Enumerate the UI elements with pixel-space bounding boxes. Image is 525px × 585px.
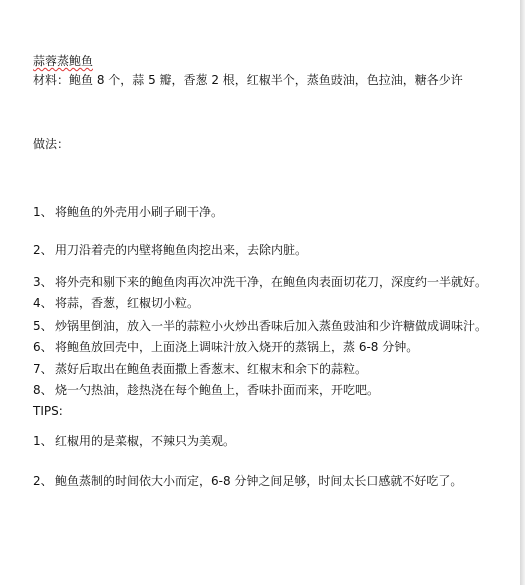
recipe-title: 蒜蓉蒸鲍鱼	[33, 54, 94, 68]
step-number: 5、	[33, 319, 53, 333]
step-number: 3、	[33, 275, 53, 289]
step-text: 蒸好后取出在鲍鱼表面撒上香葱末、红椒末和余下的蒜粒。	[55, 362, 368, 376]
tip-text: 鲍鱼蒸制的时间依大小而定，6-8 分钟之间足够，时间太长口感就不好吃了。	[55, 474, 463, 488]
method-heading: 做法：	[33, 137, 70, 151]
step-number: 4、	[33, 296, 53, 310]
step-number: 1、	[33, 205, 53, 219]
step-3	[33, 275, 487, 290]
step-number: 2、	[33, 243, 53, 257]
tip-number: 1、	[33, 434, 53, 448]
step-text: 烧一勺热油，趁热浇在每个鲍鱼上，香味扑面而来，开吃吧。	[55, 383, 380, 397]
step-text: 炒锅里倒油，放入一半的蒜粒小火炒出香味后加入蒸鱼豉油和少许糖做成调味汁。	[55, 319, 488, 333]
step-number: 7、	[33, 362, 53, 376]
step-number: 8、	[33, 383, 53, 397]
step-text: 将鲍鱼的外壳用小刷子刷干净。	[55, 205, 224, 219]
page-edge-shadow	[520, 0, 525, 585]
step-number: 6、	[33, 340, 53, 354]
step-8	[33, 383, 379, 398]
step-text: 将蒜，香葱，红椒切小粒。	[55, 296, 200, 310]
tip-number: 2、	[33, 474, 53, 488]
materials-line: 材料：鲍鱼 8 个，蒜 5 瓣，香葱 2 根，红椒半个，蒸鱼豉油，色拉油，糖各少许	[33, 73, 463, 87]
step-text: 将外壳和剔下来的鲍鱼肉再次冲洗干净，在鲍鱼肉表面切花刀，深度约一半就好。	[55, 275, 488, 289]
tip-text: 红椒用的是菜椒，不辣只为美观。	[55, 434, 236, 448]
step-7	[33, 362, 367, 377]
step-1	[33, 205, 223, 220]
step-text: 用刀沿着壳的内壁将鲍鱼肉挖出来，去除内脏。	[55, 243, 308, 257]
step-text: 将鲍鱼放回壳中，上面浇上调味汁放入烧开的蒸锅上，蒸 6-8 分钟。	[55, 340, 419, 354]
tips-heading: TIPS:	[33, 404, 63, 418]
step-5	[33, 319, 487, 334]
step-4	[33, 296, 199, 311]
tip-2	[33, 474, 462, 489]
step-2	[33, 243, 307, 258]
step-6	[33, 340, 418, 355]
tip-1	[33, 434, 235, 449]
